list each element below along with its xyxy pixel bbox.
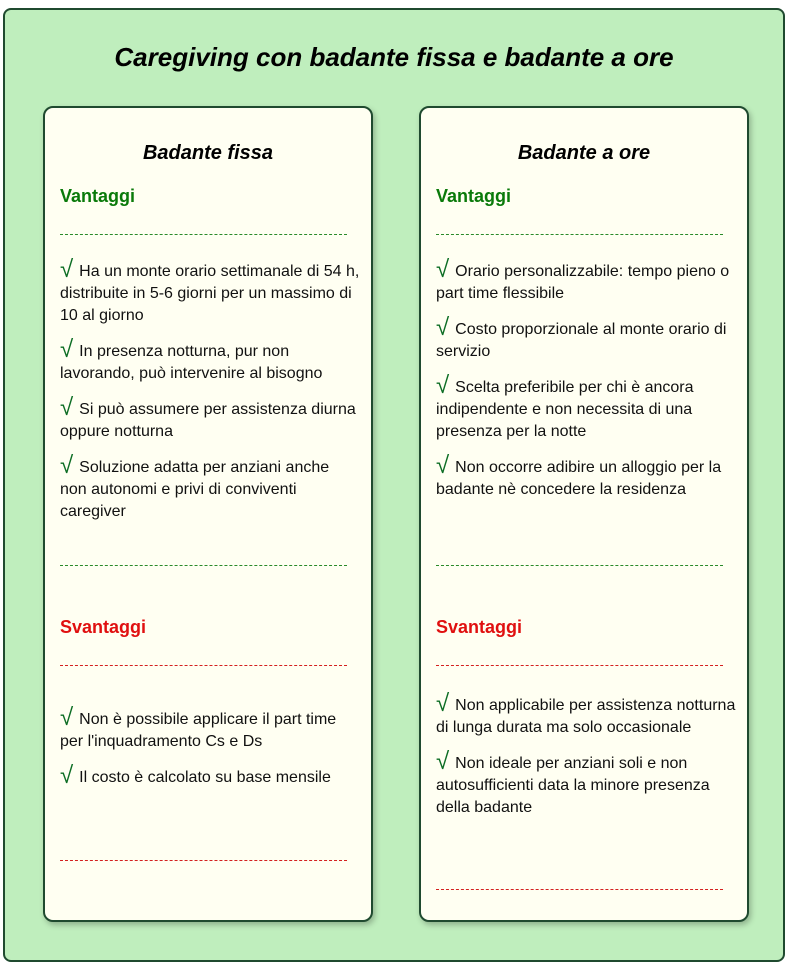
divider bbox=[60, 234, 347, 235]
checkmark-icon: √ bbox=[436, 690, 450, 717]
divider bbox=[436, 889, 723, 890]
list-item: √ Non ideale per anziani soli e non autosufficienti data la minore presenza della badante bbox=[436, 748, 710, 816]
list-item: √ Il costo è calcolato su base mensile bbox=[60, 762, 331, 789]
list-item: √ Non è possibile applicare il part time per l'inquadramento Cs e Ds bbox=[60, 704, 337, 750]
divider bbox=[60, 860, 347, 861]
list-item: √ Non occorre adibire un alloggio per la badante nè concedere la residenza bbox=[436, 452, 722, 498]
svantaggi-list bbox=[60, 704, 360, 802]
divider bbox=[436, 665, 723, 666]
card-badante-a-ore bbox=[419, 106, 749, 922]
divider bbox=[60, 665, 347, 666]
vantaggi-heading: Vantaggi bbox=[436, 186, 512, 206]
vantaggi-list bbox=[60, 256, 360, 536]
divider bbox=[60, 565, 347, 566]
list-item: √ Ha un monte orario settimanale di 54 h, distribuite in 5-6 giorni per un massimo di 10 al giorno bbox=[60, 256, 360, 324]
checkmark-icon: √ bbox=[436, 748, 450, 775]
checkmark-icon: √ bbox=[60, 452, 74, 479]
checkmark-icon: √ bbox=[436, 256, 450, 283]
checkmark-icon: √ bbox=[60, 762, 74, 789]
vantaggi-heading: Vantaggi bbox=[60, 186, 136, 206]
checkmark-icon: √ bbox=[436, 372, 450, 399]
card-title: Badante fissa bbox=[142, 142, 274, 164]
divider bbox=[436, 565, 723, 566]
checkmark-icon: √ bbox=[60, 394, 74, 421]
svantaggi-heading: Svantaggi bbox=[60, 617, 147, 637]
card-badante-fissa bbox=[43, 106, 373, 922]
svantaggi-list bbox=[436, 690, 736, 832]
list-item: √ Costo proporzionale al monte orario di servizio bbox=[436, 314, 727, 360]
card-title: Badante a ore bbox=[517, 142, 651, 164]
checkmark-icon: √ bbox=[436, 314, 450, 341]
diagram-container bbox=[3, 8, 785, 962]
checkmark-icon: √ bbox=[60, 336, 74, 363]
main-title: Caregiving con badante fissa e badante a ore bbox=[114, 42, 674, 72]
svantaggi-heading: Svantaggi bbox=[436, 617, 523, 637]
divider bbox=[436, 234, 723, 235]
checkmark-icon: √ bbox=[60, 256, 74, 283]
list-item: √ Orario personalizzabile: tempo pieno o part time flessibile bbox=[436, 256, 730, 302]
list-item: √ Si può assumere per assistenza diurna oppure notturna bbox=[60, 394, 356, 440]
vantaggi-list bbox=[436, 256, 736, 514]
list-item: √ Scelta preferibile per chi è ancora indipendente e non necessita di una presenza per la notte bbox=[436, 372, 694, 440]
list-item: √ Soluzione adatta per anziani anche non autonomi e privi di conviventi caregiver bbox=[60, 452, 330, 520]
list-item: √ Non applicabile per assistenza notturna di lunga durata ma solo occasionale bbox=[436, 690, 736, 736]
checkmark-icon: √ bbox=[436, 452, 450, 479]
list-item: √ In presenza notturna, pur non lavorando, può intervenire al bisogno bbox=[60, 336, 323, 382]
checkmark-icon: √ bbox=[60, 704, 74, 731]
